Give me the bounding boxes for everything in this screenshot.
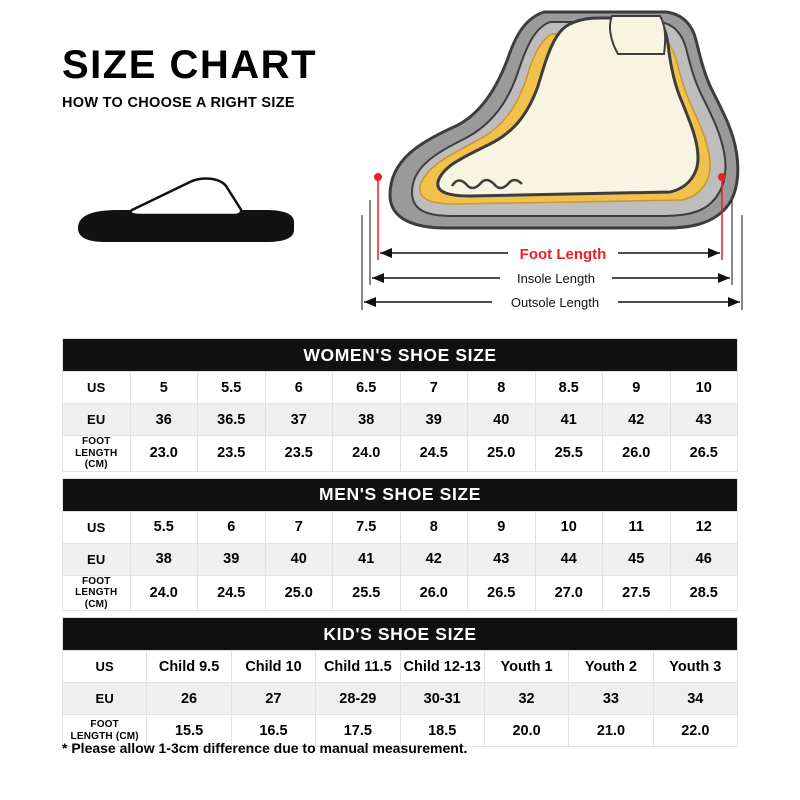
womens-section-title: WOMEN'S SHOE SIZE [63, 339, 738, 372]
cell: 20.0 [484, 715, 568, 747]
cell: 27 [231, 683, 315, 715]
outsole-length-label: Outsole Length [510, 295, 600, 310]
cell: 10 [535, 511, 603, 543]
cell: 36.5 [198, 404, 266, 436]
cell: 9 [603, 372, 671, 404]
foot-length-label: Foot Length [519, 246, 607, 263]
outsole-arrow-head-right [728, 297, 740, 307]
slide-sandal-illustration [70, 170, 300, 248]
foot-length-arrow-head-right [708, 248, 720, 258]
row-label-foot-length: FOOT LENGTH (CM) [63, 575, 131, 611]
cell: 42 [400, 543, 468, 575]
page-title: SIZE CHART [62, 43, 317, 87]
cell: 5.5 [198, 372, 266, 404]
foot-measurement-diagram [360, 10, 780, 320]
table-row [63, 372, 738, 404]
row-label-eu: EU [63, 683, 147, 715]
cell: 26.5 [670, 436, 738, 472]
cell: 37 [265, 404, 333, 436]
cell: 6.5 [333, 372, 401, 404]
insole-arrow-head-left [372, 273, 384, 283]
cell: 43 [468, 543, 536, 575]
cell: 24.5 [198, 575, 266, 611]
cell: 27.0 [535, 575, 603, 611]
cell: 8 [468, 372, 536, 404]
cell: 38 [130, 543, 198, 575]
foot-length-arrow-head-left [380, 248, 392, 258]
cell: 7 [265, 511, 333, 543]
cell: 26.0 [603, 436, 671, 472]
cell: 25.5 [333, 575, 401, 611]
cell: 15.5 [147, 715, 231, 747]
row-label-foot-length: FOOT LENGTH (CM) [63, 715, 147, 747]
cell: 16.5 [231, 715, 315, 747]
cell: 23.5 [265, 436, 333, 472]
table-row [63, 511, 738, 543]
cell: 10 [670, 372, 738, 404]
table-row [63, 436, 738, 472]
cell: 36 [130, 404, 198, 436]
measurement-footnote: * Please allow 1-3cm difference due to manual measurement. [62, 740, 468, 756]
cell: Child 12-13 [400, 651, 484, 683]
cell: 25.5 [535, 436, 603, 472]
cell: 25.0 [265, 575, 333, 611]
insole-arrow-head-right [718, 273, 730, 283]
cell: 21.0 [569, 715, 653, 747]
cell: 28.5 [670, 575, 738, 611]
cell: 6 [265, 372, 333, 404]
cell: Youth 3 [653, 651, 737, 683]
mens-section-title: MEN'S SHOE SIZE [63, 478, 738, 511]
table-row [63, 575, 738, 611]
insole-length-label: Insole Length [516, 271, 596, 286]
page-subtitle: HOW TO CHOOSE A RIGHT SIZE [62, 95, 295, 111]
table-row [63, 651, 738, 683]
cell: 26.5 [468, 575, 536, 611]
cell: 25.0 [468, 436, 536, 472]
cell: 18.5 [400, 715, 484, 747]
cell: 43 [670, 404, 738, 436]
cell: 7.5 [333, 511, 401, 543]
cell: 34 [653, 683, 737, 715]
womens-section-header [63, 339, 738, 372]
row-label-us: US [63, 511, 131, 543]
foot-length-marker-left [374, 173, 382, 181]
table-row [63, 404, 738, 436]
cell: 46 [670, 543, 738, 575]
cell: Youth 1 [484, 651, 568, 683]
cell: 11 [603, 511, 671, 543]
cell: 33 [569, 683, 653, 715]
mens-section-header [63, 478, 738, 511]
womens-size-table [62, 338, 738, 472]
kids-section-title: KID'S SHOE SIZE [63, 618, 738, 651]
kids-size-table [62, 617, 738, 747]
cell: 24.0 [333, 436, 401, 472]
cell: 24.5 [400, 436, 468, 472]
cell: 41 [333, 543, 401, 575]
cell: 41 [535, 404, 603, 436]
cell: 28-29 [316, 683, 400, 715]
table-row [63, 543, 738, 575]
mens-size-table [62, 478, 738, 612]
cell: 9 [468, 511, 536, 543]
cell: 26 [147, 683, 231, 715]
cell: Child 11.5 [316, 651, 400, 683]
ankle-shape [610, 16, 665, 54]
row-label-foot-length: FOOT LENGTH (CM) [63, 436, 131, 472]
cell: 5 [130, 372, 198, 404]
cell: 6 [198, 511, 266, 543]
cell: 22.0 [653, 715, 737, 747]
row-label-eu: EU [63, 543, 131, 575]
cell: 45 [603, 543, 671, 575]
cell: 39 [198, 543, 266, 575]
cell: 24.0 [130, 575, 198, 611]
size-tables [62, 338, 738, 747]
cell: 30-31 [400, 683, 484, 715]
page-header [62, 44, 362, 111]
cell: 40 [468, 404, 536, 436]
cell: 23.0 [130, 436, 198, 472]
cell: 39 [400, 404, 468, 436]
row-label-us: US [63, 372, 131, 404]
cell: 26.0 [400, 575, 468, 611]
cell: 17.5 [316, 715, 400, 747]
cell: 5.5 [130, 511, 198, 543]
outsole-arrow-head-left [364, 297, 376, 307]
cell: 32 [484, 683, 568, 715]
row-label-us: US [63, 651, 147, 683]
cell: 38 [333, 404, 401, 436]
cell: 40 [265, 543, 333, 575]
row-label-eu: EU [63, 404, 131, 436]
cell: 23.5 [198, 436, 266, 472]
cell: Youth 2 [569, 651, 653, 683]
cell: 27.5 [603, 575, 671, 611]
cell: Child 9.5 [147, 651, 231, 683]
foot-length-marker-right [718, 173, 726, 181]
cell: 7 [400, 372, 468, 404]
cell: 42 [603, 404, 671, 436]
cell: 8.5 [535, 372, 603, 404]
cell: 44 [535, 543, 603, 575]
table-row [63, 683, 738, 715]
kids-section-header [63, 618, 738, 651]
cell: Child 10 [231, 651, 315, 683]
sandal-strap [130, 179, 241, 215]
cell: 12 [670, 511, 738, 543]
cell: 8 [400, 511, 468, 543]
